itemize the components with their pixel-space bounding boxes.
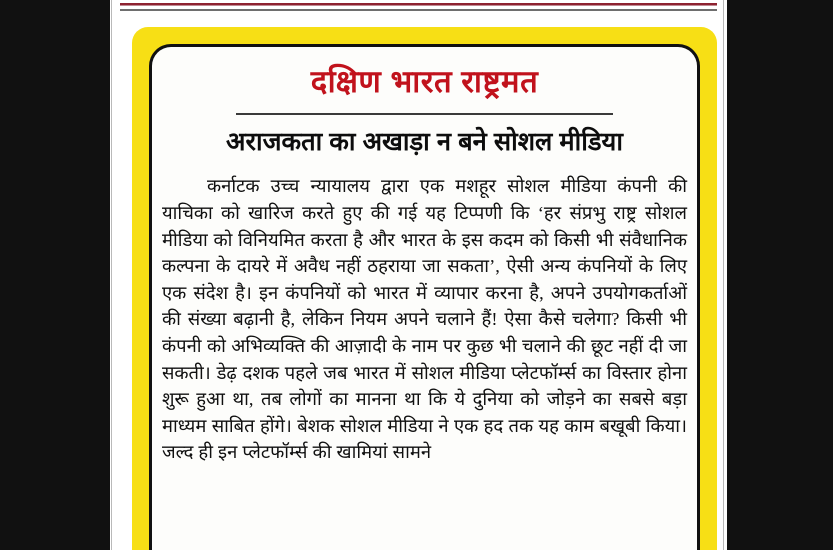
masthead-divider [236,113,613,115]
article-headline: अराजकता का अखाड़ा न बने सोशल मीडिया [226,127,623,156]
masthead-title: दक्षिण भारत राष्ट्रमत [310,64,539,99]
page-edge-rule-right [723,0,724,550]
top-double-rule [120,0,717,14]
newspaper-page [110,0,727,550]
article-yellow-frame [132,27,717,550]
article-body-text: कर्नाटक उच्च न्यायालय द्वारा एक मशहूर सोशल मीडिया कंपनी की याचिका को खारिज करते हुए की गई यह टिप्पणी कि ‘हर संप्रभु राष्ट्र सोशल मीडिया को विनियमित करता है और भारत के इस कदम को किसी भी संवैधानिक कल्पना के दायरे में अवैध नहीं ठहराया जा सकता’, ऐसी अन्य कंपनियों के लिए एक संदेश है। इन कंपनियों को भारत में व्यापार करना है, अपने उपयोगकर्ताओं की संख्या बढ़ानी है, लेकिन नियम अपने चलाने हैं! ऐसा कैसे चलेगा? किसी भी कंपनी को अभिव्यक्ति की आज़ादी के नाम पर कुछ भी चलाने की छूट नहीं दी जा सकती। डेढ़ दशक पहले जब भारत में सोशल मीडिया प्लेटफॉर्म्स का विस्तार होना शुरू हुआ था, तब लोगों का मानना था कि ये दुनिया को जोड़ने का सबसे बड़ा माध्यम साबित होंगे। बेशक सोशल मीडिया ने एक हद तक यह काम बखूबी किया। जल्द ही इन प्लेटफॉर्म्स की खामियां सामने [162,176,687,463]
letterbox-left [0,0,110,550]
article-card [149,44,700,550]
top-rule-red [120,3,717,5]
letterbox-right [727,0,833,550]
top-rule-gray [120,9,717,11]
page-edge-rule-left [111,0,112,550]
